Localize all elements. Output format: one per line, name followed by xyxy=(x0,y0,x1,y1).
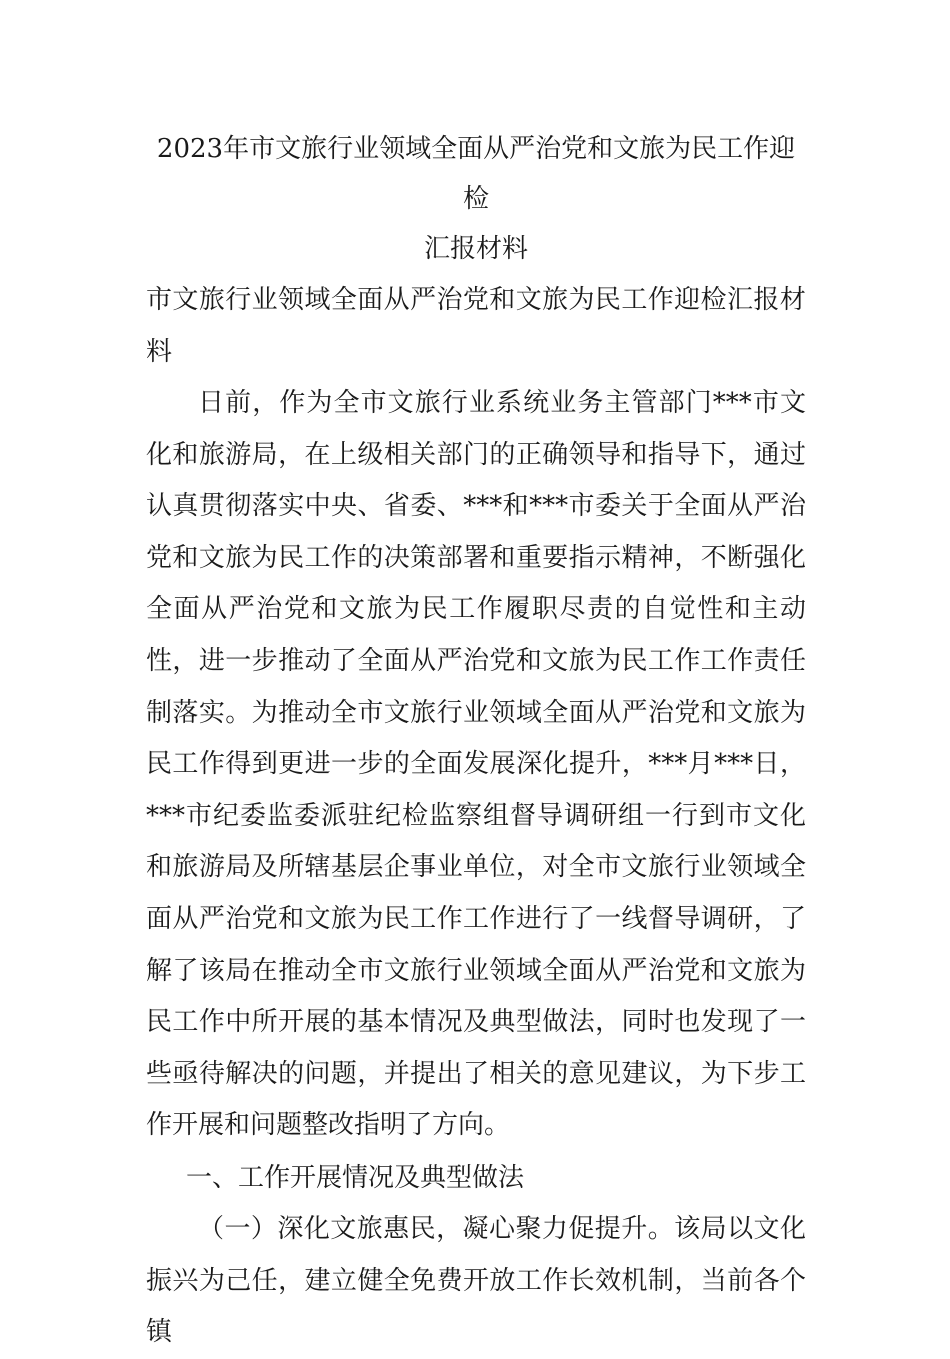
section-heading-1: 一、工作开展情况及典型做法 xyxy=(186,1162,525,1193)
paragraph-section-1-1: （一）深化文旅惠民，凝心聚力促提升。该局以文化振兴为己任，建立健全免费开放工作长效机制，当前各个镇 xyxy=(146,1213,806,1348)
paragraph-intro: 日前，作为全市文旅行业系统业务主管部门***市文化和旅游局，在上级相关部门的正确领导和指导下，通过认真贯彻落实中央、省委、***和***市委关于全面从严治党和文旅为民工作的决策部署和重要指示精神，不断强化全面从严治党和文旅为民工作履职尽责的自觉性和主动性，进一步推动了全面从严治党和文旅为民工作工作责任制落实。为推动全市文旅行业领域全面从严治党和文旅为民工作得到更进一步的全面发展深化提升，***月***日，***市纪委监委派驻纪检监察组督导调研组一行到市文化和旅游局及所辖基层企事业单位，对全市文旅行业领域全面从严治党和文旅为民工作工作进行了一线督导调研，了解了该局在推动全市文旅行业领域全面从严治党和文旅为民工作中所开展的基本情况及典型做法，同时也发现了一些亟待解决的问题，并提出了相关的意见建议，为下步工作开展和问题整改指明了方向。 xyxy=(146,388,806,1141)
document-title-line1: 2023年市文旅行业领域全面从严治党和文旅为民工作迎检 xyxy=(156,134,796,214)
document-subtitle: 市文旅行业领域全面从严治党和文旅为民工作迎检汇报材料 xyxy=(146,285,806,367)
document-title-line2: 汇报材料 xyxy=(423,234,528,264)
document-body xyxy=(146,124,806,1359)
